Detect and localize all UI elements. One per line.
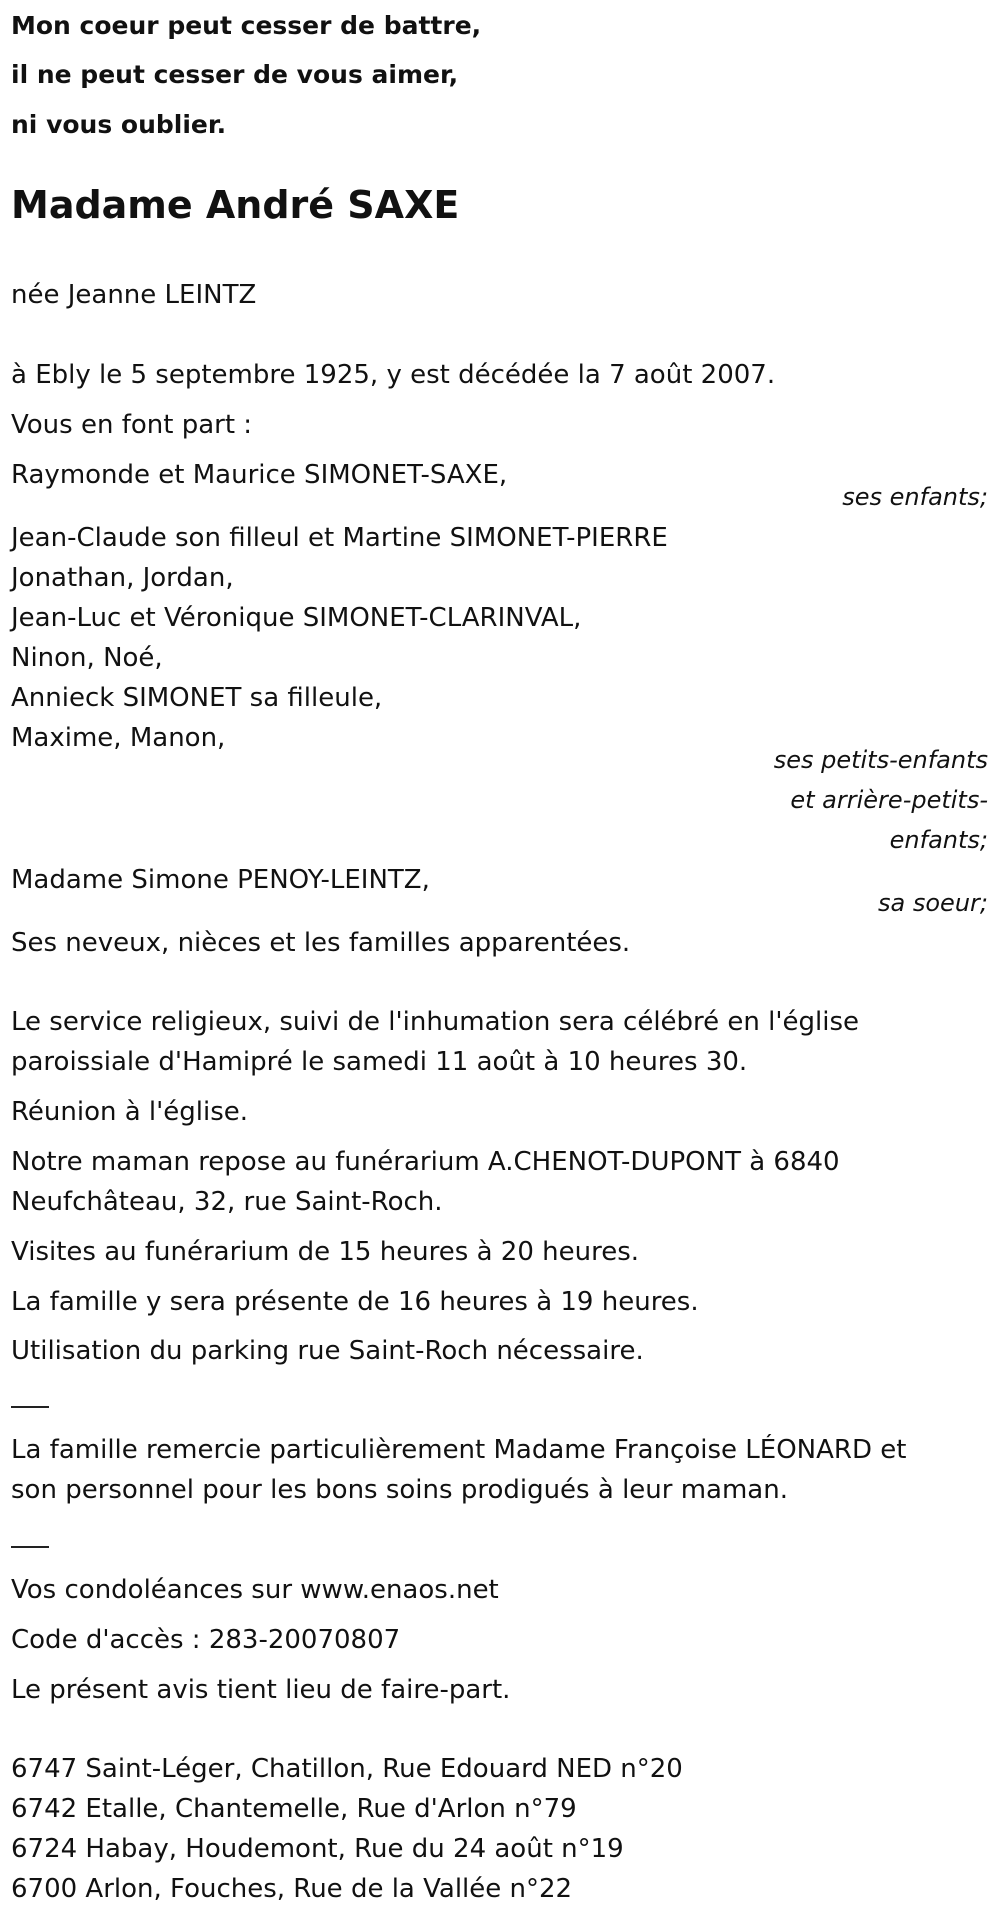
address-line: 6747 Saint-Léger, Chatillon, Rue Edouard NED n°20 [11,1754,683,1784]
family-line: Maxime, Manon, [11,723,226,753]
relatives-line: Ses neveux, nièces et les familles apparentées. [11,928,631,958]
family-line: Jean-Luc et Véronique SIMONET-CLARINVAL, [11,603,582,633]
life-dates: à Ebly le 5 septembre 1925, y est décédée la 7 août 2007. [11,360,776,390]
poem-line: Mon coeur peut cesser de battre, [11,11,482,40]
poem-line: il ne peut cesser de vous aimer, [11,60,459,89]
separator [11,1546,49,1548]
condolences-line: Code d'accès : 283-20070807 [11,1625,401,1655]
service-line: paroissiale d'Hamipré le samedi 11 août à 10 heures 30. [11,1047,748,1077]
thanks-line: son personnel pour les bons soins prodigués à leur maman. [11,1475,788,1505]
separator [11,1406,49,1408]
service-line: La famille y sera présente de 16 heures à 19 heures. [11,1287,699,1317]
family-role: et arrière-petits- [790,786,988,814]
family-line: Jean-Claude son filleul et Martine SIMONET-PIERRE [11,523,668,553]
family-role: enfants; [889,826,988,854]
birth-name: née Jeanne LEINTZ [11,280,257,310]
address-line: 6724 Habay, Houdemont, Rue du 24 août n°19 [11,1834,624,1864]
family-role: ses petits-enfants [773,746,988,774]
condolences-line: Vos condoléances sur www.enaos.net [11,1575,499,1605]
service-line: Réunion à l'église. [11,1097,249,1127]
family-line: Ninon, Noé, [11,643,163,673]
family-line: Jonathan, Jordan, [11,563,234,593]
family-line: Annieck SIMONET sa filleule, [11,683,383,713]
family-role: ses enfants; [842,483,988,511]
family-role: sa soeur; [878,889,988,917]
service-line: Visites au funérarium de 15 heures à 20 heures. [11,1237,640,1267]
address-line: 6700 Arlon, Fouches, Rue de la Vallée n°22 [11,1874,573,1904]
poem-line: ni vous oublier. [11,110,227,139]
service-line: Utilisation du parking rue Saint-Roch nécessaire. [11,1336,644,1366]
deceased-name: Madame André SAXE [11,183,460,227]
service-line: Le service religieux, suivi de l'inhumation sera célébré en l'église [11,1007,860,1037]
thanks-line: La famille remercie particulièrement Madame Françoise LÉONARD et [11,1435,907,1465]
service-line: Neufchâteau, 32, rue Saint-Roch. [11,1187,443,1217]
family-line: Raymonde et Maurice SIMONET-SAXE, [11,460,508,490]
address-line: 6742 Etalle, Chantemelle, Rue d'Arlon n°79 [11,1794,577,1824]
announcement: Vous en font part : [11,410,253,440]
service-line: Notre maman repose au funérarium A.CHENOT-DUPONT à 6840 [11,1147,840,1177]
family-line: Madame Simone PENOY-LEINTZ, [11,865,430,895]
condolences-line: Le présent avis tient lieu de faire-part. [11,1675,511,1705]
